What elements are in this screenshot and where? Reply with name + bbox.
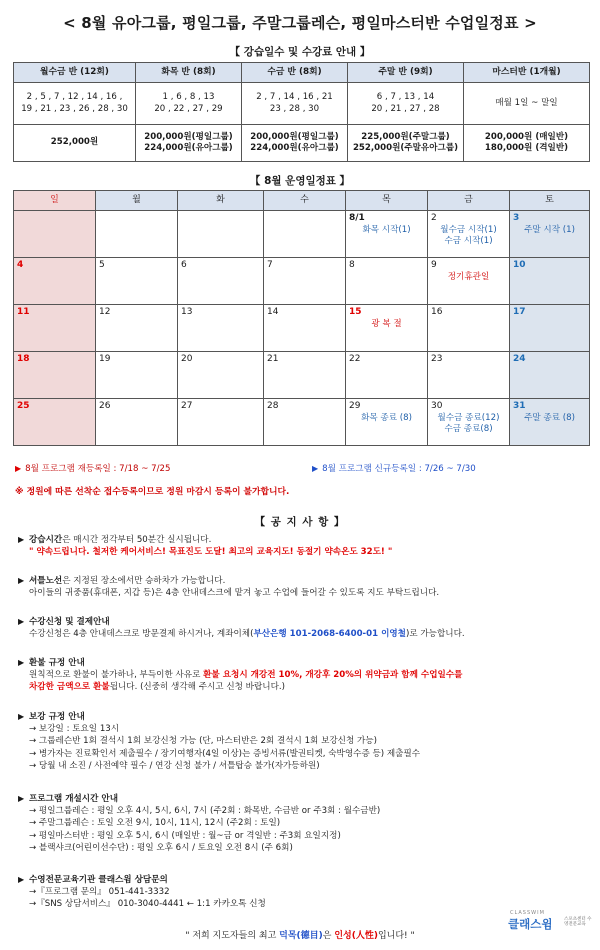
calendar-table — [13, 190, 590, 446]
triangle-right-icon: ▶ — [15, 464, 22, 473]
weekday-tue: 화 — [178, 191, 264, 211]
notice-shuttle: ▶ 셔틀노선은 지정된 장소에서만 승하차가 가능합니다. 아이들의 귀중품(휴대폰, 지갑 등)은 4층 안내데스크에 맡겨 놓고 수업에 들어갈 수 있도록 지도 부탁드립니다. — [18, 576, 440, 599]
calendar-event: 주말 종료 (8) — [524, 412, 575, 423]
price-cell: 225,000원(주말그룹) 252,000원(주말유아그룹) — [348, 125, 464, 162]
notice-contact: ▶ 수영전문교육기관 클래스윔 상담문의 →『프로그램 문의』 051-441-3332 →『SNS 상담서비스』 010-3040-4441 ← 1:1 카카오톡 신청 — [18, 874, 588, 911]
notice-payment: ▶ 수강신청 및 결제안내 수강신청은 4층 안내데스크로 방문결제 하시거나, 계좌이체(부산은행 101-2068-6400-01 이영철)로 가능합니다. — [18, 617, 465, 640]
weekday-header-row — [14, 191, 590, 211]
price-cell: 200,000원 (매일반) 180,000원 (격일반) — [464, 125, 590, 162]
calendar-event: 수금 종료(8) — [444, 424, 493, 435]
calendar-day-cell — [510, 399, 590, 446]
day-number: 22 — [349, 354, 361, 364]
notice-heading: 【 공 지 사 항 】 — [254, 516, 346, 528]
fee-table — [13, 62, 590, 162]
capacity-warning: ※ 정원에 따른 선착순 접수등록이므로 정원 마감시 등록이 불가합니다. — [15, 487, 290, 497]
bank-account: 부산은행 101-2068-6400-01 이영철 — [253, 629, 406, 640]
calendar-week-row — [14, 305, 590, 352]
weekday-sat: 토 — [510, 191, 590, 211]
bullet-icon: ▶ — [18, 617, 25, 626]
schedule-cell: 2 , 5 , 7 , 12 , 14 , 16 , 19 , 21 , 23 , 26 , 28 , 30 — [14, 83, 136, 125]
calendar-day-cell — [264, 258, 346, 305]
calendar-day-cell — [178, 352, 264, 399]
day-number: 4 — [17, 260, 24, 270]
calendar-day-cell — [178, 399, 264, 446]
day-number: 16 — [431, 307, 443, 317]
calendar-day-cell — [264, 305, 346, 352]
calendar-day-cell — [96, 305, 178, 352]
weekday-wed: 수 — [264, 191, 346, 211]
weekday-sun: 일 — [14, 191, 96, 211]
calendar-day-cell — [428, 352, 510, 399]
bullet-icon: ▶ — [18, 875, 25, 884]
phone-contact: →『프로그램 문의』 051-441-3332 — [29, 887, 170, 898]
calendar-day-cell — [510, 211, 590, 258]
fee-col-header: 수금 반 (8회) — [242, 63, 348, 83]
day-number: 10 — [513, 260, 526, 270]
day-number: 23 — [431, 354, 443, 364]
day-number: 24 — [513, 354, 526, 364]
bullet-icon: ▶ — [18, 794, 25, 803]
schedule-cell: 6 , 7 , 13 , 14 20 , 21 , 27 , 28 — [348, 83, 464, 125]
day-number: 14 — [267, 307, 279, 317]
day-number: 17 — [513, 307, 526, 317]
calendar-week-row — [14, 211, 590, 258]
calendar-event: 광 복 절 — [371, 318, 402, 329]
calendar-day-cell — [428, 211, 510, 258]
calendar-event: 수금 시작(1) — [444, 236, 493, 247]
calendar-day-cell — [96, 258, 178, 305]
calendar-day-cell — [346, 258, 428, 305]
calendar-day-cell — [264, 399, 346, 446]
calendar-event: 화목 종료 (8) — [361, 412, 412, 423]
calendar-day-cell — [264, 211, 346, 258]
day-number: 9 — [431, 260, 437, 270]
calendar-day-cell — [428, 258, 510, 305]
calendar-day-cell — [346, 399, 428, 446]
calendar-body — [14, 211, 590, 446]
calendar-day-cell — [14, 258, 96, 305]
fee-heading: 【 강습일수 및 수강료 안내 】 — [229, 46, 371, 58]
day-number: 3 — [513, 213, 520, 223]
day-number: 20 — [181, 354, 193, 364]
day-number: 31 — [513, 401, 526, 411]
calendar-day-cell — [510, 305, 590, 352]
calendar-day-cell — [510, 258, 590, 305]
calendar-week-row — [14, 258, 590, 305]
brand-logo: CLASSWIM 클래스윔 스포츠센터 수영전문교육 — [508, 910, 592, 931]
calendar-day-cell — [346, 352, 428, 399]
bullet-icon: ▶ — [18, 576, 25, 585]
calendar-day-cell — [14, 399, 96, 446]
calendar-day-cell — [178, 211, 264, 258]
price-cell: 200,000원(평일그룹) 224,000원(유아그룹) — [242, 125, 348, 162]
bullet-icon: ▶ — [18, 535, 25, 544]
bullet-icon: ▶ — [18, 658, 25, 667]
day-number: 19 — [99, 354, 111, 364]
day-number: 30 — [431, 401, 443, 411]
calendar-day-cell — [178, 305, 264, 352]
new-registration-period: ▶ 8월 프로그램 신규등록일 : 7/26 ~ 7/30 — [312, 464, 476, 474]
bullet-icon: ▶ — [18, 712, 25, 721]
day-number: 11 — [17, 307, 30, 317]
calendar-day-cell — [96, 352, 178, 399]
calendar-week-row — [14, 352, 590, 399]
calendar-day-cell — [346, 211, 428, 258]
weekday-fri: 금 — [428, 191, 510, 211]
calendar-day-cell — [96, 399, 178, 446]
day-number: 2 — [431, 213, 437, 223]
day-number: 25 — [17, 401, 30, 411]
weekday-thu: 목 — [346, 191, 428, 211]
calendar-week-row — [14, 399, 590, 446]
fee-price-row — [14, 125, 590, 162]
day-number: 8 — [349, 260, 355, 270]
day-number: 28 — [267, 401, 279, 411]
fee-schedule-row — [14, 83, 590, 125]
day-number: 27 — [181, 401, 193, 411]
schedule-cell: 2 , 7 , 14 , 16 , 21 23 , 28 , 30 — [242, 83, 348, 125]
sns-contact: →『SNS 상담서비스』 010-3040-4441 ← 1:1 카카오톡 신청 — [29, 899, 266, 910]
calendar-day-cell — [264, 352, 346, 399]
calendar-day-cell — [428, 305, 510, 352]
price-cell: 200,000원(평일그룹) 224,000원(유아그룹) — [136, 125, 242, 162]
calendar-day-cell — [510, 352, 590, 399]
calendar-day-cell — [96, 211, 178, 258]
fee-col-header: 화목 반 (8회) — [136, 63, 242, 83]
fee-col-header: 마스터반 (1개월) — [464, 63, 590, 83]
calendar-event: 월수금 시작(1) — [440, 224, 497, 235]
fee-col-header: 월수금 반 (12회) — [14, 63, 136, 83]
calendar-day-cell — [14, 352, 96, 399]
day-number: 5 — [99, 260, 105, 270]
calendar-heading: 【 8월 운영일정표 】 — [249, 175, 351, 187]
calendar-day-cell — [14, 305, 96, 352]
day-number: 8/1 — [349, 213, 365, 223]
notice-makeup: ▶ 보강 규정 안내 → 보강일 : 토요일 13시 → 그룹레슨반 1회 결석시 1회 보강신청 가능 (단, 마스터반은 2회 결석시 1회 보강신청 가능) → 병가자는 진료확인서 제출필수 / 장기여행자(4일 이상)는 증빙서류(발권티켓, 숙박영수증 등) 제출필수 → 당월 내 소진 / 사전예약 필수 / 연강 신청 불가 / 셔틀탑승 불가(자가등하원) — [18, 712, 421, 771]
notice-refund: ▶ 환불 규정 안내 원칙적으로 환불이 불가하나, 부득이한 사유로 환불 요청시 개강전 10%, 개강후 20%의 위약금과 함께 수업일수를 차감한 금액으로 환불됩니다. (신중히 생각해 주시고 신청 바랍니다.) — [18, 658, 463, 693]
triangle-right-icon: ▶ — [312, 464, 319, 473]
calendar-event: 정기휴관일 — [447, 271, 490, 282]
notice-class-time: ▶ 강습시간은 매시간 정각부터 50분간 실시됩니다. " 약속드립니다. 철저한 케어서비스! 목표진도 도달! 최고의 교육지도! 동절기 약속온도 32도! " — [18, 535, 393, 558]
calendar-event: 화목 시작(1) — [362, 224, 411, 235]
calendar-day-cell — [178, 258, 264, 305]
calendar-event: 월수금 종료(12) — [437, 412, 500, 423]
day-number: 13 — [181, 307, 193, 317]
schedule-cell: 1 , 6 , 8 , 13 20 , 22 , 27 , 29 — [136, 83, 242, 125]
weekday-mon: 월 — [96, 191, 178, 211]
day-number: 26 — [99, 401, 111, 411]
reregistration-period: ▶ 8월 프로그램 재등록일 : 7/18 ~ 7/25 — [15, 464, 171, 474]
fee-col-header: 주말 반 (9회) — [348, 63, 464, 83]
day-number: 21 — [267, 354, 279, 364]
day-number: 7 — [267, 260, 273, 270]
notice-program-hours: ▶ 프로그램 개설시간 안내 → 평일그룹레슨 : 평일 오후 4시, 5시, 6시, 7시 (주2회 : 화목반, 수금반 or 주3회 : 월수금반) → 주말그룹레슨 : 토일 오전 9시, 10시, 11시, 12시 (주2회 : 토일) → 평일마스터반 : 평일 오후 5시, 6시 (매일반 : 월~금 or 격일반 : 주3회 요일지정) → 블랙샤크(어린이선수단) : 평일 오후 6시 / 토요일 오전 8시 (주 6회) — [18, 794, 381, 853]
day-number: 29 — [349, 401, 361, 411]
fee-header-row — [14, 63, 590, 83]
calendar-day-cell — [346, 305, 428, 352]
calendar-day-cell — [14, 211, 96, 258]
page-title: < 8월 유아그룹, 평일그룹, 주말그룹레슨, 평일마스터반 수업일정표 > — [63, 14, 537, 32]
schedule-cell: 매월 1일 ~ 말일 — [464, 83, 590, 125]
day-number: 15 — [349, 307, 362, 317]
closing-message: " 저희 지도자들의 최고 덕목(德目)은 인성(人性)입니다! " — [185, 931, 415, 941]
calendar-event: 주말 시작 (1) — [524, 224, 575, 235]
day-number: 18 — [17, 354, 30, 364]
price-cell: 252,000원 — [14, 125, 136, 162]
day-number: 6 — [181, 260, 187, 270]
calendar-day-cell — [428, 399, 510, 446]
day-number: 12 — [99, 307, 111, 317]
